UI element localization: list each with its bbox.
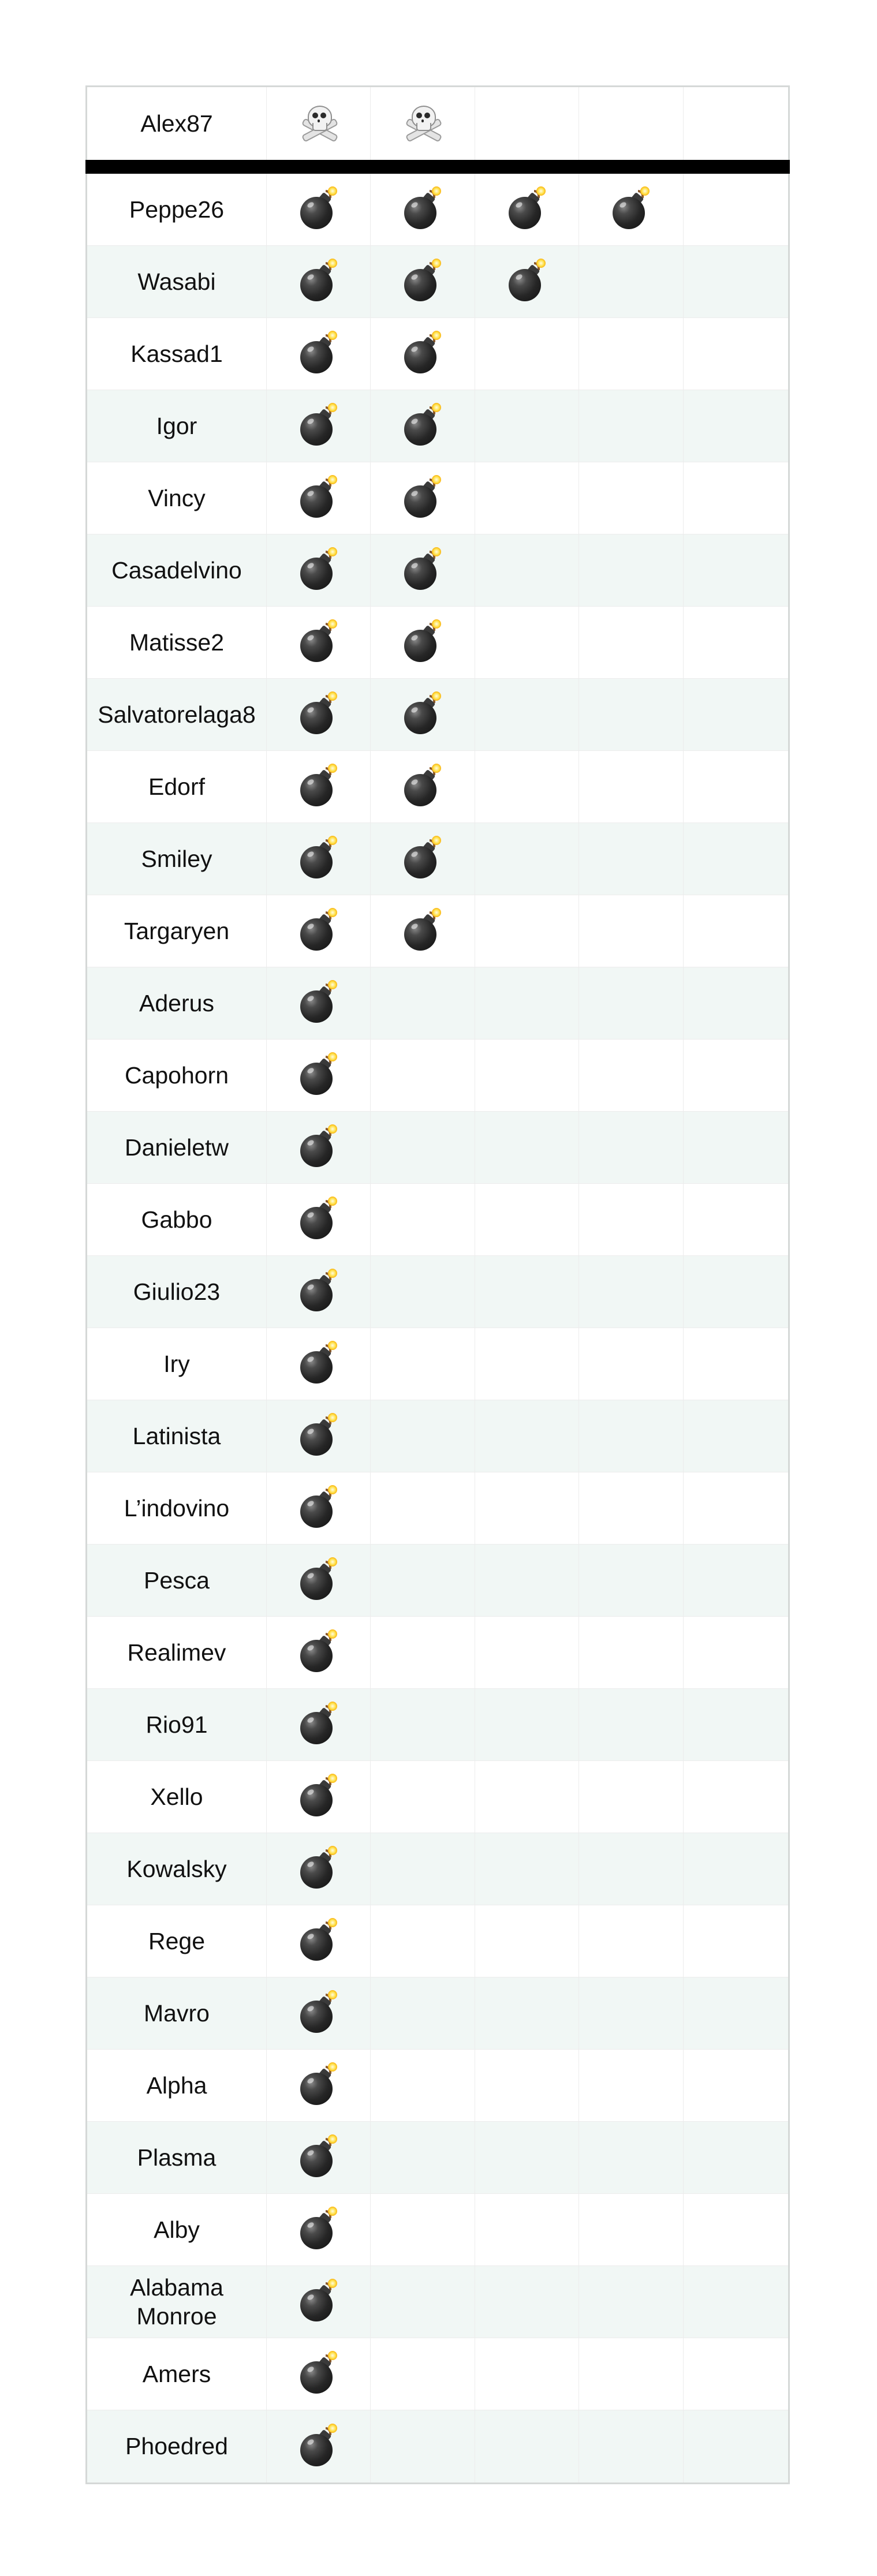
player-row <box>87 1256 788 1328</box>
player-row <box>87 534 788 607</box>
mark-cell <box>684 1328 788 1400</box>
mark-cell <box>267 2410 371 2482</box>
bomb-icon <box>403 623 442 662</box>
player-name: Alabama Monroe <box>87 2266 267 2338</box>
mark-cell <box>684 1977 788 2049</box>
player-name: Capohorn <box>87 1040 267 1111</box>
player-row <box>87 1328 788 1400</box>
player-row <box>87 462 788 534</box>
mark-cell <box>579 1112 683 1183</box>
mark-cell <box>267 2122 371 2193</box>
mark-cell <box>579 607 683 678</box>
player-row <box>87 967 788 1040</box>
mark-cell <box>579 534 683 606</box>
mark-cell <box>371 318 475 390</box>
mark-cell <box>267 174 371 245</box>
mark-cell <box>684 895 788 967</box>
mark-cell <box>267 534 371 606</box>
player-name: Alpha <box>87 2050 267 2121</box>
mark-cell <box>371 1400 475 1472</box>
mark-cell <box>267 679 371 750</box>
mark-cell <box>475 967 579 1039</box>
player-row <box>87 1112 788 1184</box>
mark-cell <box>579 87 683 160</box>
player-name: Igor <box>87 390 267 462</box>
bomb-icon <box>299 262 338 301</box>
player-row <box>87 2266 788 2338</box>
mark-cell <box>475 174 579 245</box>
mark-cell <box>579 895 683 967</box>
bomb-icon <box>299 1633 338 1672</box>
bomb-icon <box>299 839 338 878</box>
player-row <box>87 1977 788 2050</box>
bomb-icon <box>299 334 338 373</box>
mark-cell <box>684 2122 788 2193</box>
player-name: Smiley <box>87 823 267 895</box>
player-name: Rege <box>87 1905 267 1977</box>
bomb-icon <box>403 551 442 590</box>
mark-cell <box>475 1328 579 1400</box>
mark-cell <box>684 1833 788 1905</box>
mark-cell <box>475 2266 579 2338</box>
player-name: Mavro <box>87 1977 267 2049</box>
bomb-icon <box>299 2354 338 2394</box>
mark-cell <box>684 534 788 606</box>
mark-cell <box>371 823 475 895</box>
mark-cell <box>684 1617 788 1688</box>
mark-cell <box>475 895 579 967</box>
mark-cell <box>684 1112 788 1183</box>
mark-cell <box>475 607 579 678</box>
mark-cell <box>267 823 371 895</box>
mark-cell <box>684 967 788 1039</box>
mark-cell <box>579 390 683 462</box>
mark-cell <box>267 2194 371 2265</box>
mark-cell <box>684 1184 788 1255</box>
bomb-icon <box>299 2427 338 2466</box>
mark-cell <box>579 1689 683 1760</box>
player-row <box>87 1761 788 1833</box>
player-name: Peppe26 <box>87 174 267 245</box>
mark-cell <box>579 1184 683 1255</box>
skull-icon <box>402 104 443 143</box>
player-name: Alex87 <box>87 87 267 160</box>
mark-cell <box>684 2410 788 2482</box>
player-row <box>87 318 788 390</box>
bomb-icon <box>299 2210 338 2249</box>
player-row <box>87 2194 788 2266</box>
mark-cell <box>684 1761 788 1833</box>
mark-cell <box>684 1400 788 1472</box>
mark-cell <box>579 2194 683 2265</box>
mark-cell <box>267 1328 371 1400</box>
mark-cell <box>267 1833 371 1905</box>
player-row <box>87 2050 788 2122</box>
bomb-icon <box>299 190 338 229</box>
mark-cell <box>475 1112 579 1183</box>
player-name: Rio91 <box>87 1689 267 1760</box>
mark-cell <box>475 2050 579 2121</box>
mark-cell <box>371 2338 475 2410</box>
bomb-icon <box>299 1921 338 1961</box>
mark-cell <box>475 2338 579 2410</box>
player-name: Wasabi <box>87 246 267 317</box>
mark-cell <box>267 607 371 678</box>
mark-cell <box>579 2050 683 2121</box>
bomb-icon <box>299 406 338 446</box>
mark-cell <box>684 462 788 534</box>
player-row <box>87 1472 788 1545</box>
mark-cell <box>579 2266 683 2338</box>
mark-cell <box>371 1112 475 1183</box>
mark-cell <box>684 174 788 245</box>
mark-cell <box>475 1545 579 1616</box>
mark-cell <box>684 823 788 895</box>
bomb-icon <box>299 1777 338 1816</box>
bomb-icon <box>299 478 338 518</box>
bomb-icon <box>403 334 442 373</box>
player-name: Casadelvino <box>87 534 267 606</box>
mark-cell <box>371 1545 475 1616</box>
mark-cell <box>579 2338 683 2410</box>
mark-cell <box>579 174 683 245</box>
player-name: Salvatorelaga8 <box>87 679 267 750</box>
bomb-icon <box>299 695 338 734</box>
mark-cell <box>267 1472 371 1544</box>
mark-cell <box>579 1472 683 1544</box>
mark-cell <box>371 1184 475 1255</box>
player-name: Pesca <box>87 1545 267 1616</box>
bomb-icon <box>403 262 442 301</box>
mark-cell <box>475 390 579 462</box>
mark-cell <box>475 823 579 895</box>
skull-icon <box>298 104 339 143</box>
bomb-icon <box>299 1994 338 2033</box>
mark-cell <box>267 895 371 967</box>
mark-cell <box>579 1905 683 1977</box>
mark-cell <box>475 1040 579 1111</box>
mark-cell <box>579 1617 683 1688</box>
header-player-row <box>87 87 788 160</box>
mark-cell <box>371 2266 475 2338</box>
player-row <box>87 390 788 462</box>
mark-cell <box>579 1328 683 1400</box>
mark-cell <box>475 1977 579 2049</box>
bomb-icon <box>299 1272 338 1311</box>
mark-cell <box>579 2410 683 2482</box>
bomb-icon <box>299 2066 338 2105</box>
mark-cell <box>267 87 371 160</box>
mark-cell <box>579 1761 683 1833</box>
header-divider <box>85 160 790 174</box>
mark-cell <box>267 1545 371 1616</box>
player-row <box>87 1689 788 1761</box>
bomb-icon <box>403 478 442 518</box>
mark-cell <box>267 1761 371 1833</box>
bomb-icon <box>299 2138 338 2177</box>
mark-cell <box>371 1472 475 1544</box>
mark-cell <box>371 607 475 678</box>
player-name: L’indovino <box>87 1472 267 1544</box>
bomb-icon <box>299 911 338 951</box>
mark-cell <box>684 2338 788 2410</box>
mark-cell <box>475 751 579 822</box>
bomb-icon <box>507 262 547 301</box>
player-row <box>87 1545 788 1617</box>
mark-cell <box>475 1689 579 1760</box>
mark-cell <box>475 318 579 390</box>
mark-cell <box>267 967 371 1039</box>
mark-cell <box>579 823 683 895</box>
player-name: Danieletw <box>87 1112 267 1183</box>
bomb-icon <box>299 551 338 590</box>
mark-cell <box>371 1761 475 1833</box>
mark-cell <box>371 2194 475 2265</box>
mark-cell <box>684 246 788 317</box>
player-rows <box>87 174 788 2482</box>
bomb-icon <box>299 1128 338 1167</box>
player-name: Latinista <box>87 1400 267 1472</box>
mark-cell <box>579 1256 683 1328</box>
mark-cell <box>371 462 475 534</box>
mark-cell <box>475 1761 579 1833</box>
player-name: Gabbo <box>87 1184 267 1255</box>
mark-cell <box>267 1256 371 1328</box>
player-name: Kassad1 <box>87 318 267 390</box>
player-name: Aderus <box>87 967 267 1039</box>
mark-cell <box>579 462 683 534</box>
bomb-icon <box>507 190 547 229</box>
mark-cell <box>371 1040 475 1111</box>
player-row <box>87 895 788 967</box>
mark-cell <box>371 2410 475 2482</box>
bomb-icon <box>403 911 442 951</box>
bomb-icon <box>299 1489 338 1528</box>
mark-cell <box>267 1689 371 1760</box>
player-name: Targaryen <box>87 895 267 967</box>
mark-cell <box>579 751 683 822</box>
mark-cell <box>371 174 475 245</box>
mark-cell <box>371 1256 475 1328</box>
bomb-icon <box>299 623 338 662</box>
player-row <box>87 823 788 895</box>
mark-cell <box>267 2050 371 2121</box>
mark-cell <box>579 679 683 750</box>
mark-cell <box>684 87 788 160</box>
mark-cell <box>475 87 579 160</box>
mark-cell <box>475 2410 579 2482</box>
mark-cell <box>267 2266 371 2338</box>
bomb-icon <box>299 1344 338 1384</box>
mark-cell <box>475 2194 579 2265</box>
bomb-icon <box>403 406 442 446</box>
mark-cell <box>371 1977 475 2049</box>
mark-cell <box>684 1040 788 1111</box>
player-name: Iry <box>87 1328 267 1400</box>
mark-cell <box>475 1184 579 1255</box>
bomb-icon <box>299 1416 338 1456</box>
player-name: Realimev <box>87 1617 267 1688</box>
mark-cell <box>684 1256 788 1328</box>
mark-cell <box>475 1617 579 1688</box>
mark-cell <box>475 679 579 750</box>
mark-cell <box>475 1400 579 1472</box>
player-row <box>87 1040 788 1112</box>
mark-cell <box>267 246 371 317</box>
mark-cell <box>579 1040 683 1111</box>
player-name: Edorf <box>87 751 267 822</box>
bomb-icon <box>299 767 338 806</box>
mark-cell <box>579 246 683 317</box>
mark-cell <box>684 607 788 678</box>
mark-cell <box>684 2266 788 2338</box>
player-row <box>87 1184 788 1256</box>
player-row <box>87 1617 788 1689</box>
mark-cell <box>267 318 371 390</box>
mark-cell <box>684 1905 788 1977</box>
mark-cell <box>371 390 475 462</box>
player-name: Phoedred <box>87 2410 267 2482</box>
mark-cell <box>684 1472 788 1544</box>
mark-cell <box>267 751 371 822</box>
mark-cell <box>475 462 579 534</box>
mark-cell <box>579 1833 683 1905</box>
mark-cell <box>475 534 579 606</box>
mark-cell <box>475 1833 579 1905</box>
mark-cell <box>371 967 475 1039</box>
player-name: Vincy <box>87 462 267 534</box>
player-name: Kowalsky <box>87 1833 267 1905</box>
mark-cell <box>579 967 683 1039</box>
bomb-icon <box>299 1705 338 1744</box>
mark-cell <box>267 462 371 534</box>
leaderboard-table <box>85 85 790 2484</box>
mark-cell <box>684 2194 788 2265</box>
mark-cell <box>267 1617 371 1688</box>
mark-cell <box>684 679 788 750</box>
mark-cell <box>371 246 475 317</box>
mark-cell <box>579 1400 683 1472</box>
player-row <box>87 2410 788 2482</box>
mark-cell <box>579 1545 683 1616</box>
player-row <box>87 607 788 679</box>
player-name: Plasma <box>87 2122 267 2193</box>
mark-cell <box>371 1328 475 1400</box>
bomb-icon <box>299 1561 338 1600</box>
mark-cell <box>371 1833 475 1905</box>
player-name: Xello <box>87 1761 267 1833</box>
player-row <box>87 1833 788 1905</box>
player-row <box>87 246 788 318</box>
mark-cell <box>684 318 788 390</box>
bomb-icon <box>403 190 442 229</box>
mark-cell <box>371 751 475 822</box>
mark-cell <box>267 1184 371 1255</box>
player-name: Giulio23 <box>87 1256 267 1328</box>
mark-cell <box>579 1977 683 2049</box>
mark-cell <box>475 1905 579 1977</box>
mark-cell <box>579 2122 683 2193</box>
mark-cell <box>371 2122 475 2193</box>
bomb-icon <box>299 984 338 1023</box>
player-row <box>87 2122 788 2194</box>
player-name: Amers <box>87 2338 267 2410</box>
mark-cell <box>475 1472 579 1544</box>
bomb-icon <box>299 2282 338 2321</box>
mark-cell <box>371 87 475 160</box>
mark-cell <box>684 1545 788 1616</box>
bomb-icon <box>299 1056 338 1095</box>
mark-cell <box>267 1400 371 1472</box>
mark-cell <box>475 2122 579 2193</box>
mark-cell <box>267 390 371 462</box>
player-name: Matisse2 <box>87 607 267 678</box>
mark-cell <box>267 1905 371 1977</box>
mark-cell <box>267 1977 371 2049</box>
mark-cell <box>371 534 475 606</box>
player-row <box>87 1905 788 1977</box>
mark-cell <box>684 1689 788 1760</box>
player-row <box>87 679 788 751</box>
player-row <box>87 751 788 823</box>
mark-cell <box>684 2050 788 2121</box>
mark-cell <box>371 895 475 967</box>
mark-cell <box>475 246 579 317</box>
mark-cell <box>684 390 788 462</box>
player-name: Alby <box>87 2194 267 2265</box>
mark-cell <box>267 2338 371 2410</box>
bomb-icon <box>299 1849 338 1889</box>
mark-cell <box>684 751 788 822</box>
bomb-icon <box>611 190 651 229</box>
player-row <box>87 174 788 246</box>
bomb-icon <box>299 1200 338 1239</box>
bomb-icon <box>403 839 442 878</box>
bomb-icon <box>403 767 442 806</box>
mark-cell <box>371 1905 475 1977</box>
mark-cell <box>371 1689 475 1760</box>
mark-cell <box>267 1040 371 1111</box>
mark-cell <box>579 318 683 390</box>
mark-cell <box>371 1617 475 1688</box>
mark-cell <box>371 679 475 750</box>
player-row <box>87 2338 788 2410</box>
mark-cell <box>475 1256 579 1328</box>
player-row <box>87 1400 788 1472</box>
bomb-icon <box>403 695 442 734</box>
mark-cell <box>267 1112 371 1183</box>
mark-cell <box>371 2050 475 2121</box>
